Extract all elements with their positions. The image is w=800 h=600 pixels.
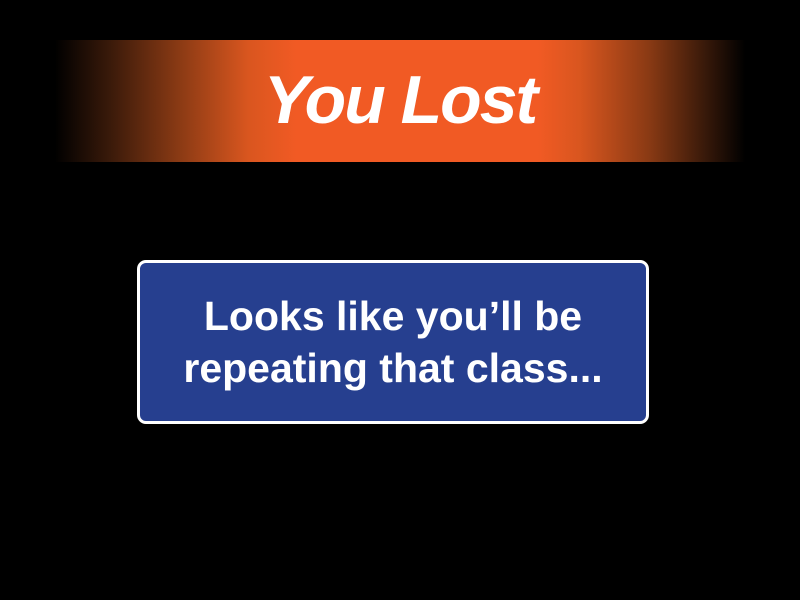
message-panel <box>137 260 649 424</box>
result-banner <box>55 40 745 162</box>
result-title: You Lost <box>263 62 537 138</box>
message-line-2: repeating that class... <box>183 345 603 391</box>
message-line-1: Looks like you’ll be <box>203 293 583 339</box>
message-text <box>183 290 602 394</box>
